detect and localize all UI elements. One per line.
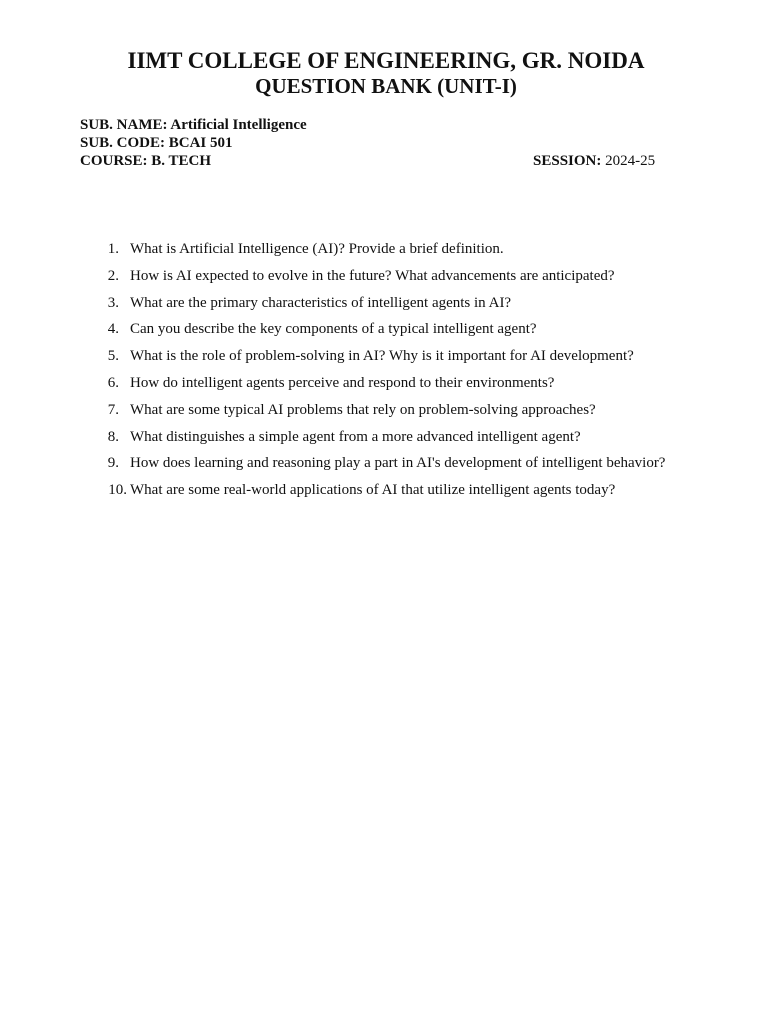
- question-item: [0, 347, 768, 374]
- question-item: [0, 428, 768, 455]
- question-text: What are some real-world applications of AI that utilize intelligent agents today?: [130, 482, 616, 499]
- question-list: [0, 240, 768, 508]
- question-text: What are some typical AI problems that rely on problem-solving approaches?: [130, 401, 596, 418]
- course: COURSE: B. TECH: [80, 153, 212, 169]
- question-number: 6.: [107, 374, 119, 391]
- question-text: What distinguishes a simple agent from a more advanced intelligent agent?: [130, 428, 581, 445]
- question-item: [0, 267, 768, 294]
- question-item: [0, 320, 768, 347]
- question-item: [0, 374, 768, 401]
- question-number: 1.: [107, 241, 119, 257]
- session: [533, 152, 655, 170]
- question-number: 9.: [107, 455, 119, 472]
- question-number: 10.: [108, 482, 127, 499]
- question-text: What is Artificial Intelligence (AI)? Provide a brief definition.: [130, 241, 504, 257]
- question-number: 4.: [107, 321, 119, 338]
- session-label: SESSION:: [533, 153, 602, 169]
- question-number: 3.: [107, 294, 119, 311]
- question-text: How does learning and reasoning play a part in AI's development of intelligent behavior?: [130, 455, 666, 472]
- question-number: 5.: [107, 348, 119, 365]
- question-number: 8.: [107, 428, 119, 445]
- question-item: [0, 481, 768, 508]
- question-number: 7.: [107, 401, 119, 418]
- session-value: 2024-25: [605, 153, 656, 169]
- question-text: How do intelligent agents perceive and respond to their environments?: [130, 374, 555, 391]
- question-item: [0, 401, 768, 428]
- question-item: [0, 454, 768, 481]
- question-bank-title: QUESTION BANK (UNIT-I): [255, 74, 517, 98]
- question-text: Can you describe the key components of a typical intelligent agent?: [130, 321, 537, 338]
- college-title: IIMT COLLEGE OF ENGINEERING, GR. NOIDA: [127, 48, 645, 73]
- question-item: [0, 240, 768, 267]
- subject-name: SUB. NAME: Artificial Intelligence: [80, 117, 307, 133]
- question-item: [0, 294, 768, 321]
- question-text: How is AI expected to evolve in the future? What advancements are anticipated?: [130, 267, 615, 284]
- subject-code: SUB. CODE: BCAI 501: [80, 135, 233, 151]
- question-number: 2.: [107, 267, 119, 284]
- question-text: What are the primary characteristics of intelligent agents in AI?: [130, 294, 512, 311]
- question-text: What is the role of problem-solving in AI? Why is it important for AI development?: [130, 348, 634, 365]
